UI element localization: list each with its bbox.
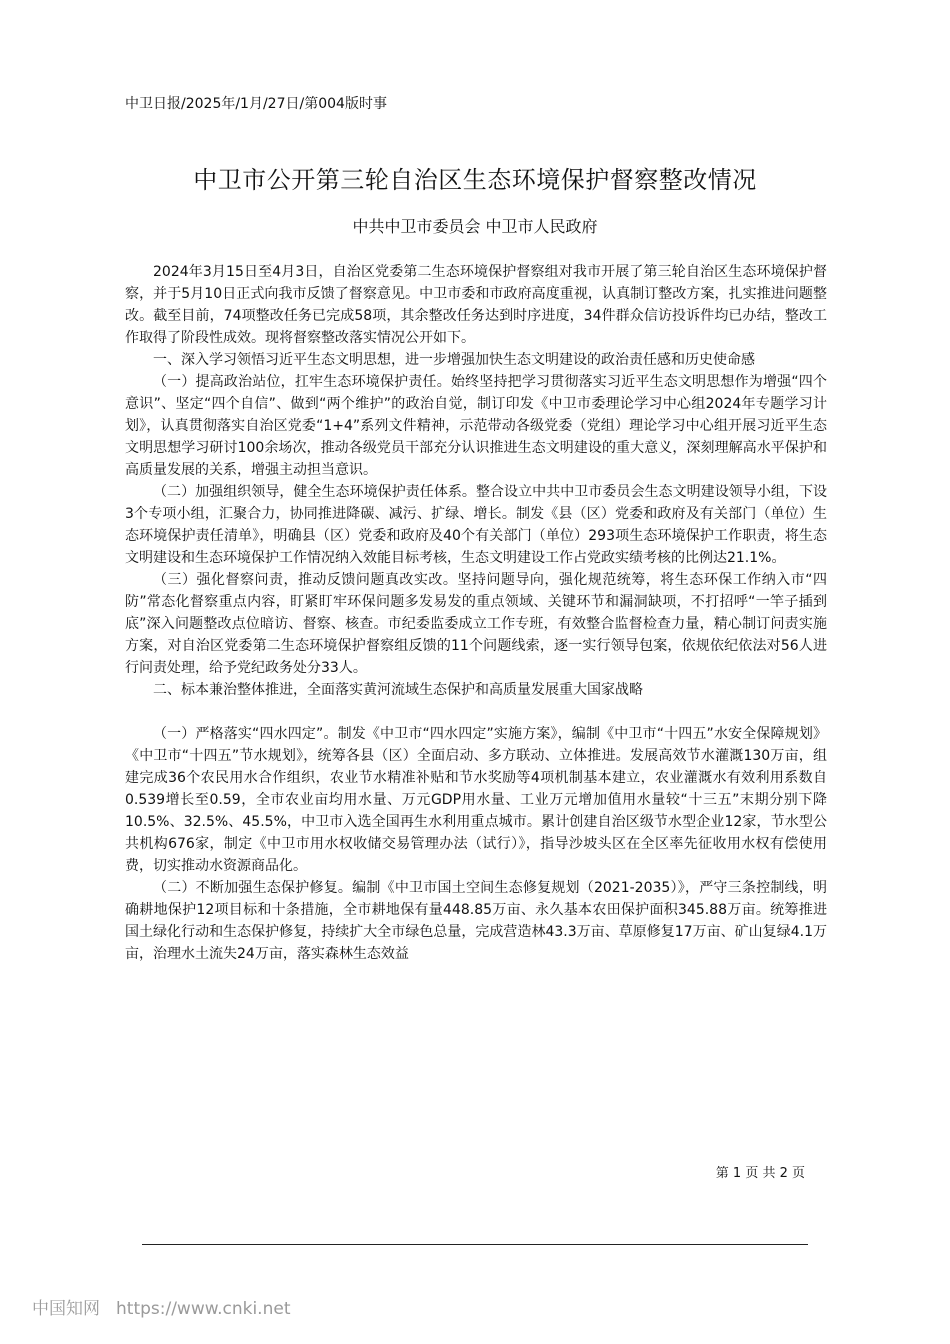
body-paragraph: （三）强化督察问责，推动反馈问题真改实改。坚持问题导向，强化规范统筹，将生态环保工作纳入市“四防”常态化督察重点内容，盯紧盯牢环保问题多发易发的重点领域、关键环节和漏洞缺项，不打招呼“一竿子插到底”深入问题整改点位暗访、督察、核查。市纪委监委成立工作专班，有效整合监督检查力量，精心制订问责实施方案，对自治区党委第二生态环境保护督察组反馈的11个问题线索，逐一实行领导包案，依规依纪依法对56人进行问责处理，给予党纪政务处分33人。 [125,572,827,676]
watermark-brand: 中国知网 [32,1299,100,1319]
article-title: 中卫市公开第三轮自治区生态环境保护督察整改情况 [193,166,757,194]
body-paragraph: （一）严格落实“四水四定”。制发《中卫市“四水四定”实施方案》，编制《中卫市“十四五”水安全保障规划》《中卫市“十四五”节水规划》，统筹各县（区）全面启动、多方联动、立体推进。发展高效节水灌溉130万亩，组建完成36个农民用水合作组织，农业节水精准补贴和节水奖励等4项机制基本建立，农业灌溉水有效利用系数自0.539增长至0.59，全市农业亩均用水量、万元GDP用水量、工业万元增加值用水量较“十三五”末期分别下降10.5%、32.5%、45.5%，中卫市入选全国再生水利用重点城市。累计创建自治区级节水型企业12家，节水型公共机构676家，制定《中卫市用水权收储交易管理办法（试行）》，指导沙坡头区在全区率先征收用水权有偿使用费，切实推动水资源商品化。 [125,726,827,874]
intro-paragraph: 2024年3月15日至4月3日，自治区党委第二生态环境保护督察组对我市开展了第三轮自治区生态环境保护督察，并于5月10日正式向我市反馈了督察意见。中卫市委和市政府高度重视，认真制订整改方案，扎实推进问题整改。截至目前，74项整改任务已完成58项，其余整改任务达到时序进度，34件群众信访投诉件均已办结，整改工作取得了阶段性成效。现将督察整改落实情况公开如下。 [125,264,827,346]
source-line: 中卫日报/2025年/1月/27日/第004版时事 [125,96,387,112]
body-paragraph: （二）加强组织领导，健全生态环境保护责任体系。整合设立中共中卫市委员会生态文明建设领导小组，下设3个专项小组，汇聚合力，协同推进降碳、减污、扩绿、增长。制发《县（区）党委和政府及有关部门（单位）生态环境保护责任清单》，明确县（区）党委和政府及40个有关部门（单位）293项生态环境保护工作职责，将生态文明建设和生态环境保护工作情况纳入效能目标考核，生态文明建设工作占党政实绩考核的比例达21.1%。 [125,484,827,566]
section-heading: 一、深入学习领悟习近平生态文明思想，进一步增强加快生态文明建设的政治责任感和历史使命感 [153,352,755,368]
page-indicator: 第 1 页 共 2 页 [715,1166,805,1181]
article-body [125,261,827,965]
body-paragraph: （二）不断加强生态保护修复。编制《中卫市国土空间生态修复规划（2021-2035）》，严守三条控制线，明确耕地保护12项目标和十条措施，全市耕地保有量448.85万亩、永久基本农田保护面积345.88万亩。统筹推进国土绿化行动和生态保护修复，持续扩大全市绿色总量，完成营造林43.3万亩、草原修复17万亩、矿山复绿4.1万亩，治理水土流失24万亩，落实森林生态效益 [125,880,827,962]
section-heading: 二、标本兼治整体推进，全面落实黄河流域生态保护和高质量发展重大国家战略 [153,682,643,698]
footer-divider [142,1244,808,1245]
article-issuer: 中共中卫市委员会 中卫市人民政府 [352,217,598,236]
body-paragraph: （一）提高政治站位，扛牢生态环境保护责任。始终坚持把学习贯彻落实习近平生态文明思想作为增强“四个意识”、坚定“四个自信”、做到“两个维护”的政治自觉，制订印发《中卫市委理论学习中心组2024年专题学习计划》，认真贯彻落实自治区党委“1+4”系列文件精神，示范带动各级党委（党组）理论学习中心组开展习近平生态文明思想学习研讨100余场次，推动各级党员干部充分认识推进生态文明建设的重大意义，深刻理解高水平保护和高质量发展的关系，增强主动担当意识。 [125,374,827,478]
watermark-url: https://www.cnki.net [116,1299,291,1319]
watermark [32,1294,290,1319]
